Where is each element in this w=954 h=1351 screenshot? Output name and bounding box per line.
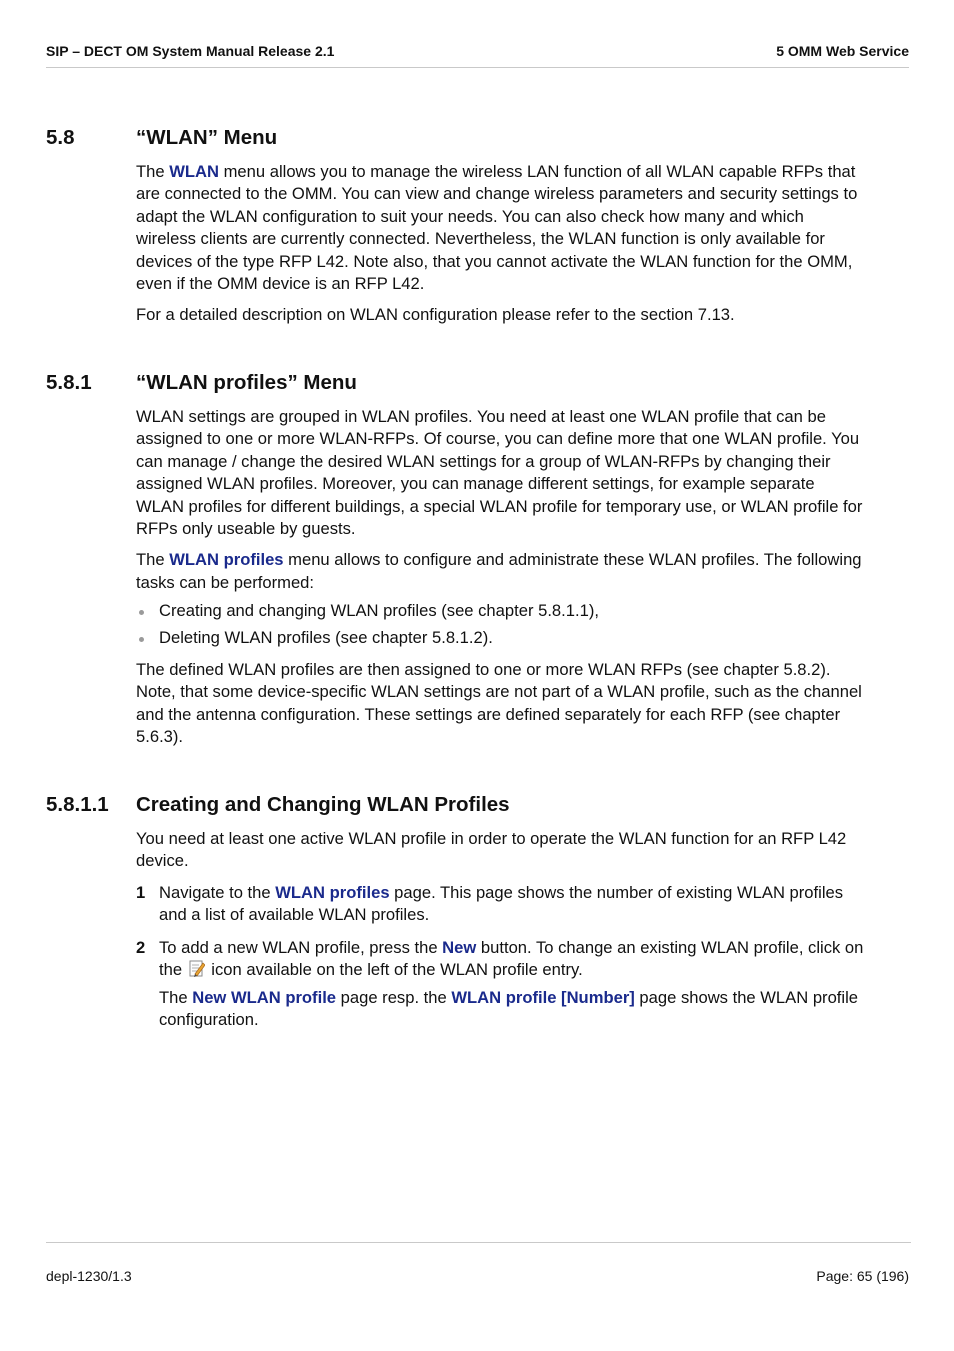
wlan-profile-number-ref: WLAN profile [Number] <box>451 987 635 1007</box>
document-id: depl-1230/1.3 <box>46 1268 132 1284</box>
step-number: 1 <box>136 883 146 902</box>
paragraph: The WLAN profiles menu allows to configure and administrate these WLAN profiles. The following tasks can be performed: <box>136 550 862 592</box>
section-title: “WLAN profiles” Menu <box>136 371 357 394</box>
page-header <box>46 41 909 68</box>
step-text: To add a new WLAN profile, press the New button. To change an existing WLAN profile, click on the icon available on the left of the WLAN profile entry. The New WLAN profile page resp. the WLAN profile [Number] page shows the WLAN profile configuration. <box>159 938 864 1030</box>
wlan-profiles-link: WLAN profiles <box>169 550 284 570</box>
edit-icon <box>189 960 205 977</box>
new-button-ref: New <box>442 938 477 957</box>
paragraph: The WLAN menu allows you to manage the wireless LAN function of all WLAN capable RFPs that are connected to the OMM. You can view and change wireless parameters and security settings to adapt the WLAN configuration to suit your needs. You can also check how many and which wireless clients are currently connected. Nevertheless, the WLAN function is only available for devices of the type RFP L42. Note also, that you cannot activate the WLAN function for the OMM, even if the OMM device is an RFP L42. <box>136 162 858 294</box>
paragraph: The defined WLAN profiles are then assigned to one or more WLAN RFPs (see chapter 5.8.2). Note, that some device-specific WLAN settings are not part of a WLAN profile, such as the channel and the antenna configuration. These settings are defined separately for each RFP (see chapter 5.6.3). <box>136 660 862 747</box>
section-number: 5.8.1.1 <box>46 793 109 816</box>
wlan-menu-link: WLAN <box>169 162 219 181</box>
section-number: 5.8.1 <box>46 371 92 394</box>
bullet-icon <box>139 637 144 642</box>
section-5-8-1-body <box>136 406 866 594</box>
paragraph: For a detailed description on WLAN configuration please refer to the section 7.13. <box>136 305 735 325</box>
page-footer <box>46 1242 911 1284</box>
section-number: 5.8 <box>46 126 75 149</box>
step-text: Navigate to the WLAN profiles page. This page shows the number of existing WLAN profiles and a list of available WLAN profiles. <box>159 883 844 925</box>
new-wlan-profile-ref: New WLAN profile <box>192 987 337 1007</box>
section-5-8-body <box>136 161 866 327</box>
step-number: 2 <box>136 938 146 957</box>
page-number: Page: 65 (196) <box>816 1268 909 1284</box>
header-doc-title: SIP – DECT OM System Manual Release 2.1 <box>46 43 335 59</box>
paragraph: You need at least one active WLAN profile in order to operate the WLAN function for an RFP L42 device. <box>136 829 847 871</box>
bullet-icon <box>139 610 144 615</box>
header-chapter: 5 OMM Web Service <box>776 43 909 59</box>
paragraph: WLAN settings are grouped in WLAN profiles. You need at least one WLAN profile that can be assigned to one or more WLAN-RFPs. Of course, you can define more that one WLAN profile. You can manage / change the desired WLAN settings for a group of WLAN-RFPs by changing their assigned WLAN profiles. Moreover, you can manage different settings, for example separate WLAN profiles for different buildings, a special WLAN profile for temporary use, or WLAN profile for RFPs only useable by guests. <box>136 407 863 539</box>
wlan-profiles-link: WLAN profiles <box>275 883 390 902</box>
section-title: “WLAN” Menu <box>136 126 278 149</box>
section-title: Creating and Changing WLAN Profiles <box>136 793 510 816</box>
